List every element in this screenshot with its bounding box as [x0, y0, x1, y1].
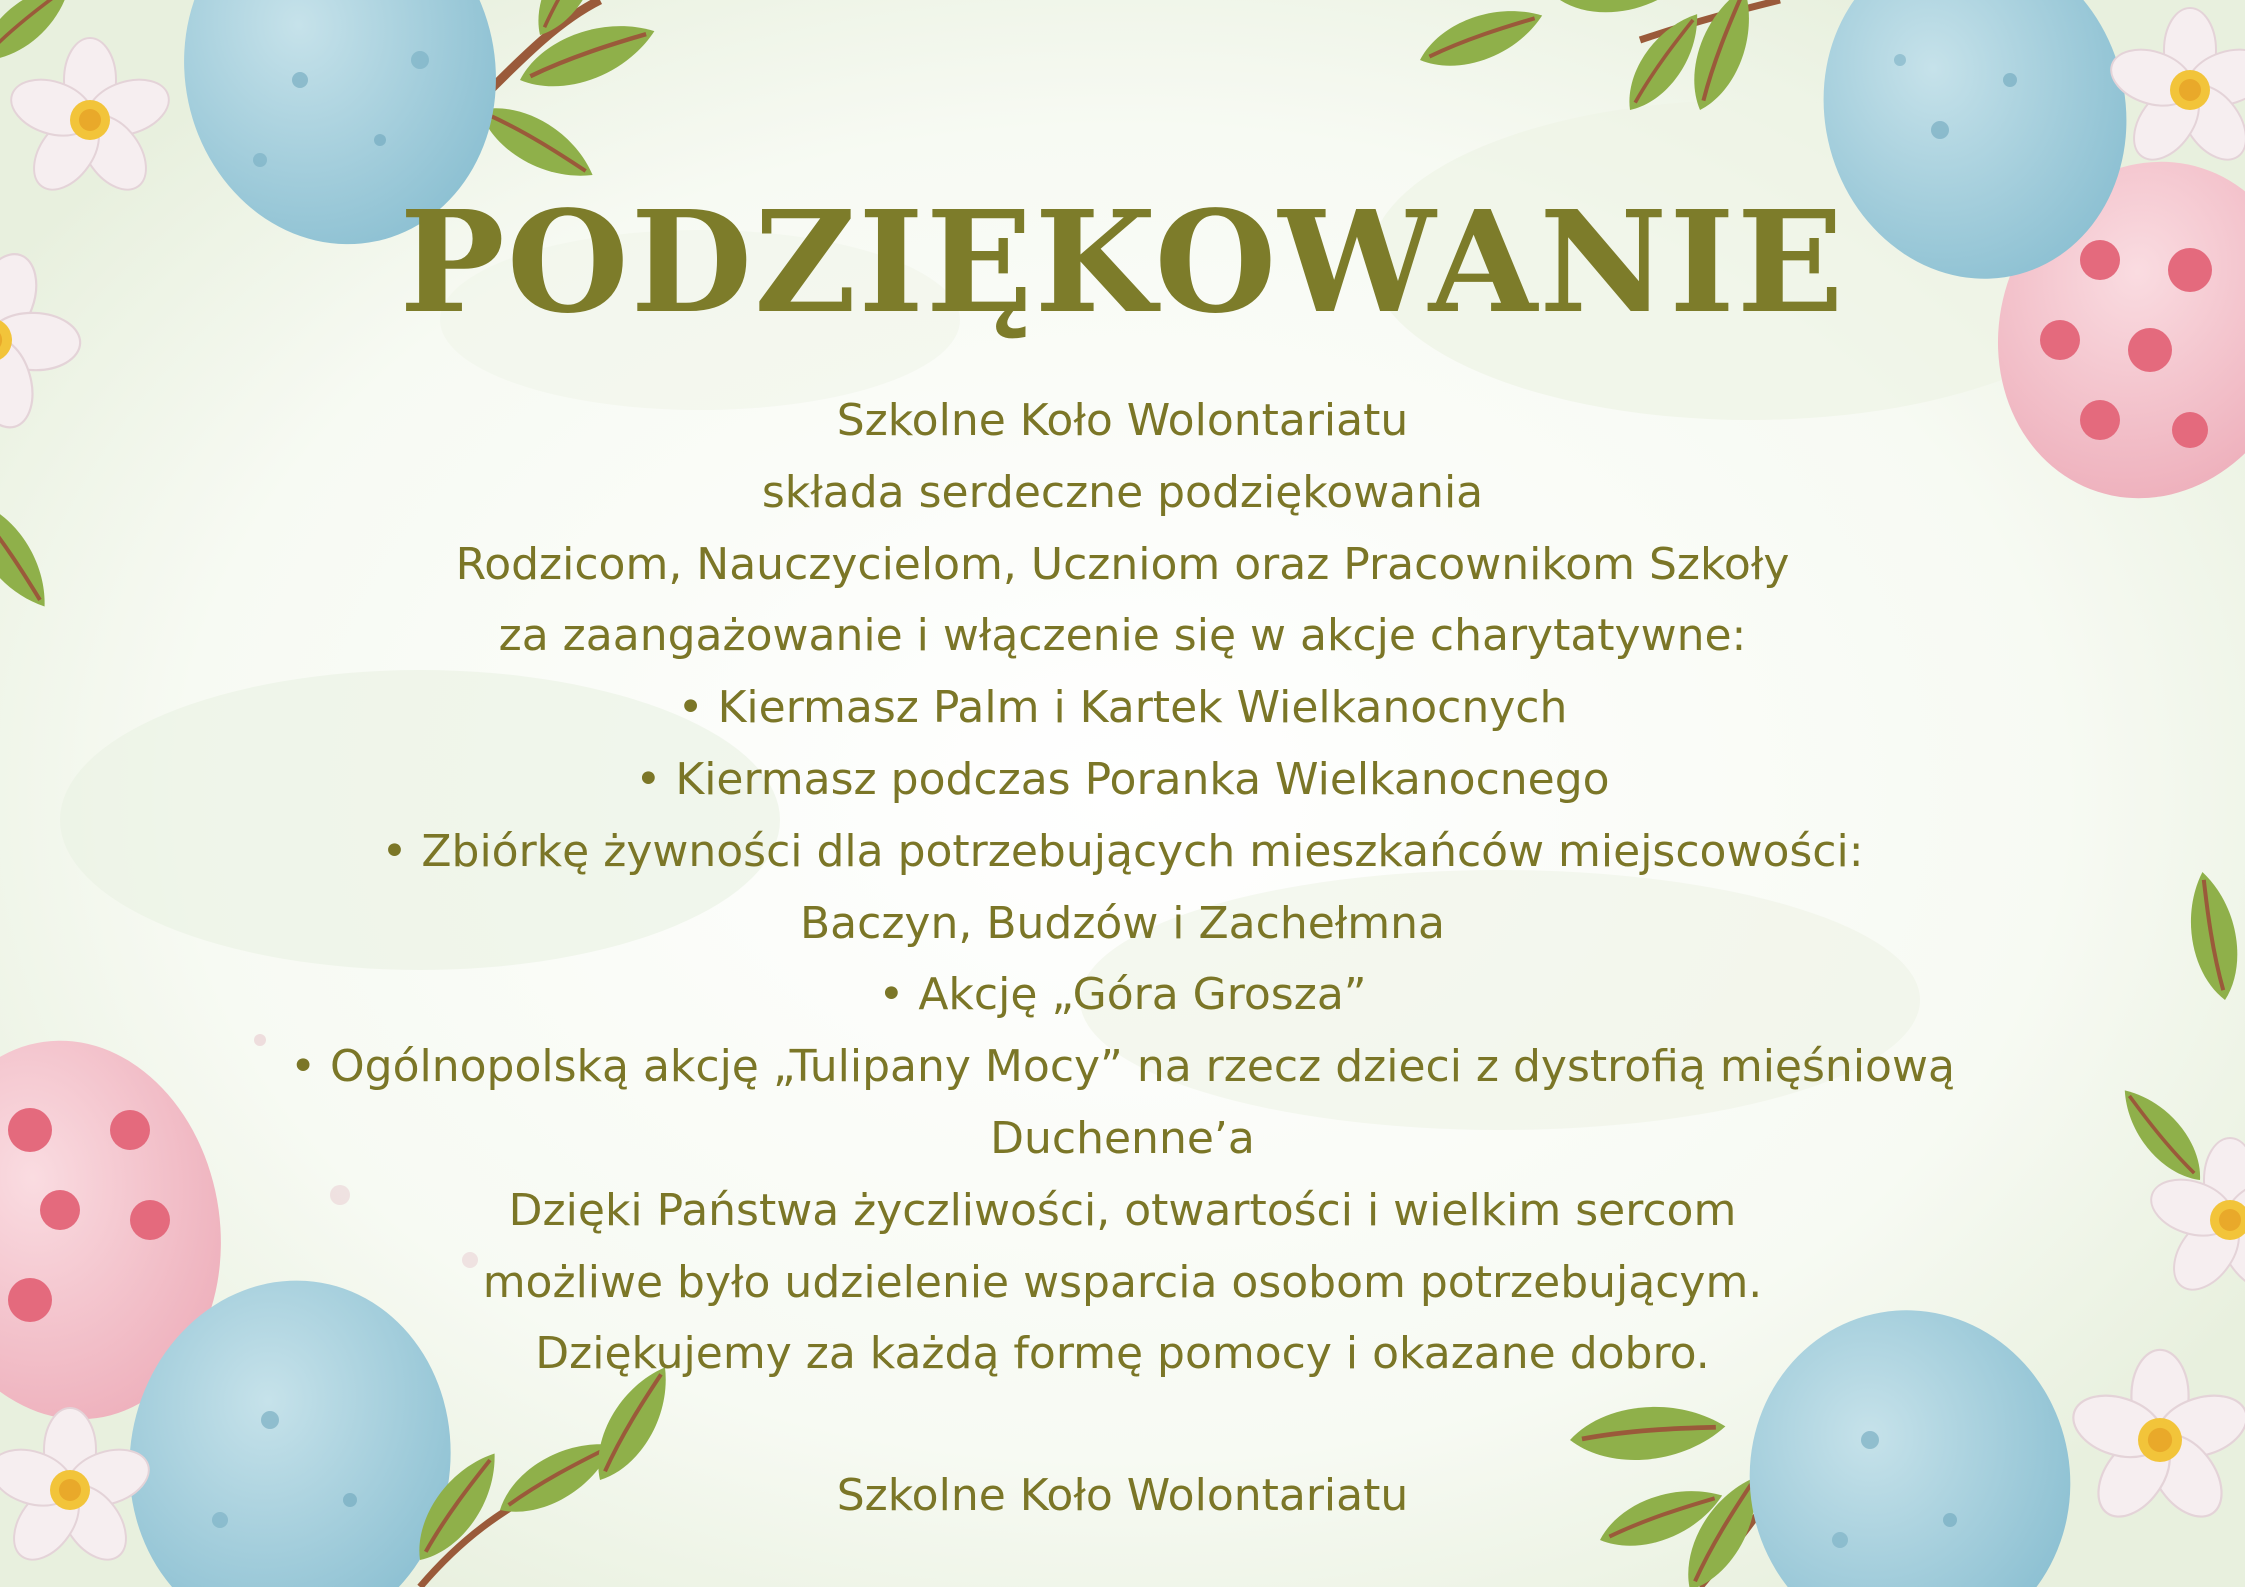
message-line: Szkolne Koło Wolontariatu: [836, 395, 1409, 446]
message-line: Rodzicom, Nauczycielom, Uczniom oraz Pracownikom Szkoły: [455, 538, 1790, 590]
message-line: • Akcję „Góra Grosza”: [878, 969, 1367, 1021]
message-line: • Ogólnopolską akcję „Tulipany Mocy” na rzecz dzieci z dystrofią mięśniową: [290, 1041, 1955, 1093]
message-line: Dzięki Państwa życzliwości, otwartości i wielkim sercom: [508, 1184, 1737, 1236]
message-line: za zaangażowanie i włączenie się w akcje charytatywne:: [498, 610, 1747, 662]
message-body: [0, 385, 2245, 1390]
page-title: PODZIĘKOWANIE: [399, 181, 1846, 345]
message-line: możliwe było udzielenie wsparcia osobom potrzebującym.: [482, 1256, 1763, 1308]
message-line: Dziękujemy za każdą formę pomocy i okazane dobro.: [535, 1328, 1710, 1380]
signature: Szkolne Koło Wolontariatu: [836, 1470, 1409, 1521]
message-line: Baczyn, Budzów i Zachełmna: [799, 897, 1445, 949]
message-line: • Kiermasz podczas Poranka Wielkanocnego: [635, 753, 1610, 805]
message-line: składa serdeczne podziękowania: [761, 466, 1484, 518]
message-line: • Kiermasz Palm i Kartek Wielkanocnych: [677, 682, 1568, 734]
message-line: Duchenne’a: [990, 1112, 1255, 1164]
message-line: • Zbiórkę żywności dla potrzebujących mieszkańców miejscowości:: [381, 825, 1864, 877]
